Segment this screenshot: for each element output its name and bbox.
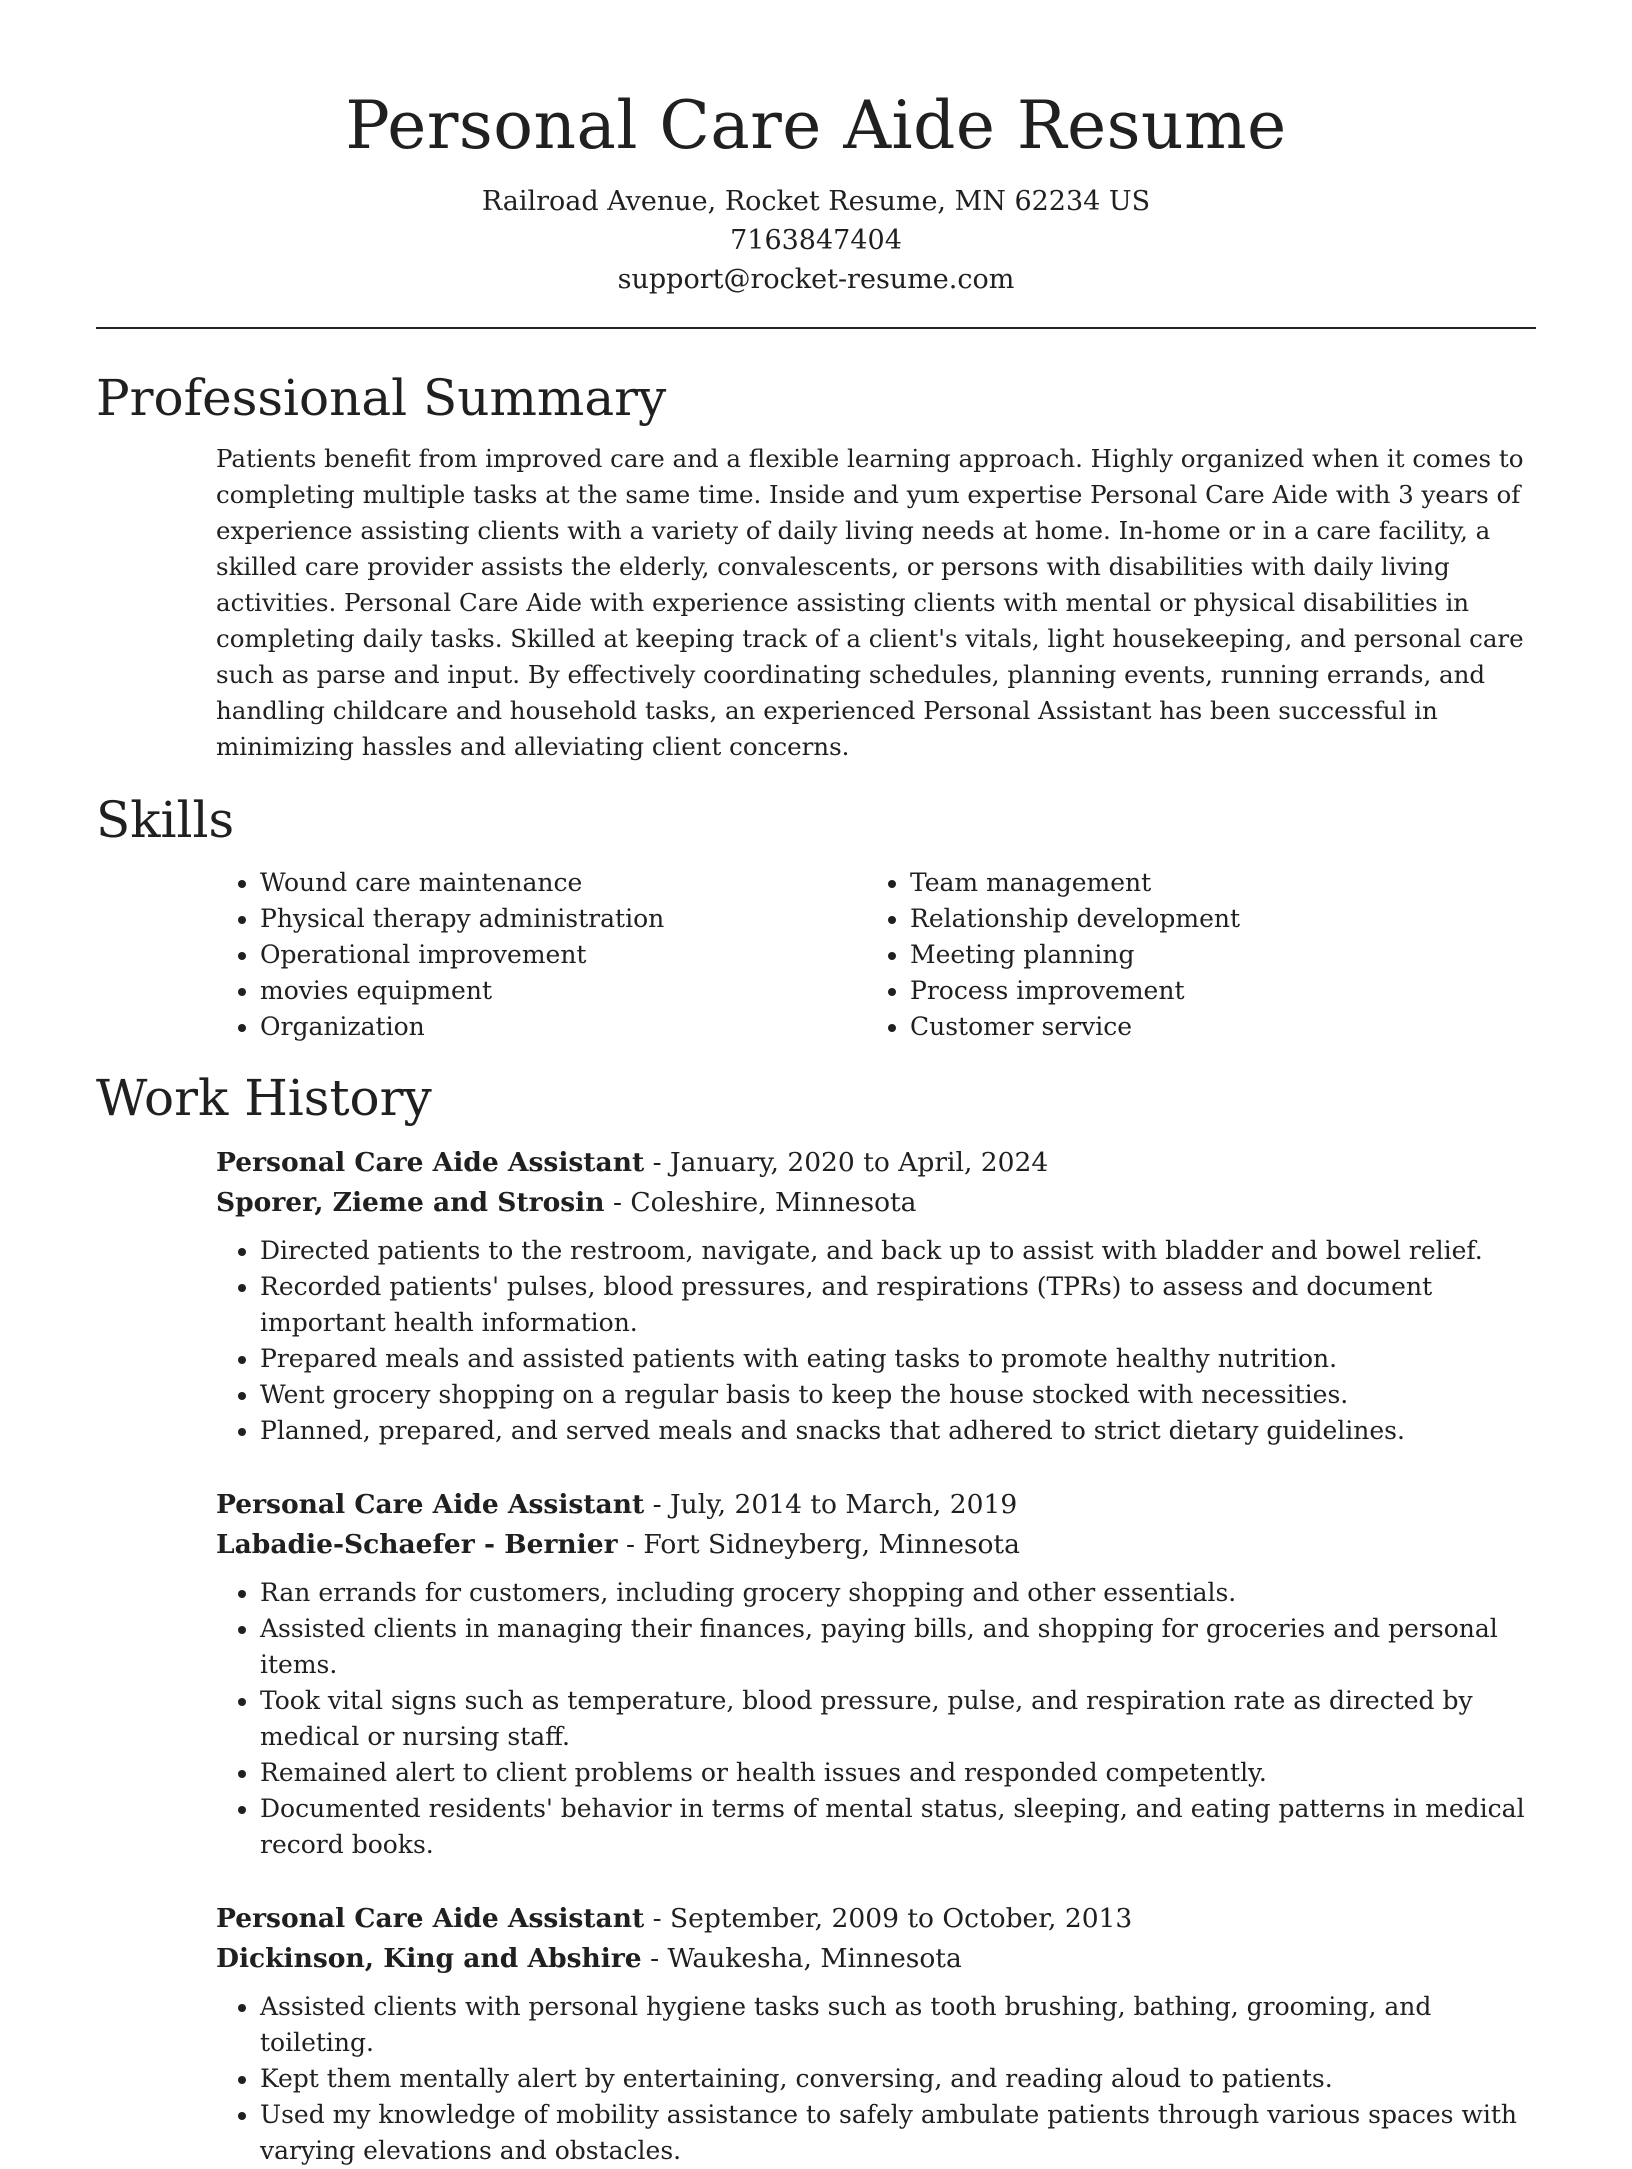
contact-email: support@rocket-resume.com bbox=[617, 264, 1015, 295]
skill-item: • Process improvement bbox=[910, 973, 1516, 1009]
job-title-line bbox=[216, 1485, 1536, 1525]
job-company-line bbox=[216, 1525, 1536, 1565]
job-location: - Coleshire, Minnesota bbox=[604, 1187, 917, 1218]
job-duties bbox=[216, 1575, 1536, 1863]
job-duty: • Planned, prepared, and served meals and snacks that adhered to strict dietary guidelines. bbox=[260, 1413, 1536, 1449]
skill-item: • Team management bbox=[910, 865, 1516, 901]
job-title-line bbox=[216, 1143, 1536, 1183]
job-company: Labadie-Schaefer - Bernier bbox=[216, 1529, 618, 1560]
job-duty: • Took vital signs such as temperature, blood pressure, pulse, and respiration rate as directed by medical or nursing staff. bbox=[260, 1683, 1536, 1755]
job-duty: • Recorded patients' pulses, blood pressures, and respirations (TPRs) to assess and document important health information. bbox=[260, 1269, 1536, 1341]
skill-item: • Physical therapy administration bbox=[260, 901, 866, 937]
job-duty: • Used my knowledge of mobility assistance to safely ambulate patients through various spaces with varying elevations and obstacles. bbox=[260, 2097, 1536, 2169]
job-company: Sporer, Zieme and Strosin bbox=[216, 1187, 605, 1218]
contact-address: Railroad Avenue, Rocket Resume, MN 62234 US bbox=[481, 186, 1151, 217]
skill-item: • Meeting planning bbox=[910, 937, 1516, 973]
summary-text: Patients benefit from improved care and a flexible learning approach. Highly organized when it comes to completing multiple tasks at the same time. Inside and yum expertise Personal Care Aide with 3 years of experience assisting clients with a variety of daily living needs at home. In-home or in a care facility, a skilled care provider assists the elderly, convalescents, or persons with disabilities with daily living activities. Personal Care Aide with experience assisting clients with mental or physical disabilities in completing daily tasks. Skilled at keeping track of a client's vitals, light housekeeping, and personal care such as parse and input. By effectively coordinating schedules, planning events, running errands, and handling childcare and household tasks, an experienced Personal Assistant has been successful in minimizing hassles and alleviating client concerns. bbox=[216, 444, 1524, 761]
contact-info bbox=[96, 182, 1536, 299]
job-duty: • Assisted clients with personal hygiene tasks such as tooth brushing, bathing, grooming, and toileting. bbox=[260, 1989, 1536, 2061]
job-dates: - September, 2009 to October, 2013 bbox=[644, 1903, 1133, 1934]
job-entry bbox=[216, 1143, 1536, 1449]
job-dates: - January, 2020 to April, 2024 bbox=[644, 1147, 1049, 1178]
skill-item: • Wound care maintenance bbox=[260, 865, 866, 901]
job-duty: • Ran errands for customers, including grocery shopping and other essentials. bbox=[260, 1575, 1536, 1611]
job-duties bbox=[216, 1989, 1536, 2169]
skill-item: • Customer service bbox=[910, 1009, 1516, 1045]
job-duty: • Went grocery shopping on a regular basis to keep the house stocked with necessities. bbox=[260, 1377, 1536, 1413]
job-role: Personal Care Aide Assistant bbox=[216, 1903, 645, 1934]
skills-heading: Skills bbox=[96, 791, 235, 849]
job-dates: - July, 2014 to March, 2019 bbox=[644, 1489, 1018, 1520]
job-duty: • Directed patients to the restroom, navigate, and back up to assist with bladder and bowel relief. bbox=[260, 1233, 1536, 1269]
skills-column-right bbox=[866, 865, 1516, 1045]
skills-list bbox=[216, 865, 1536, 1045]
resume-page bbox=[96, 0, 1536, 2169]
job-duty: • Kept them mentally alert by entertaining, conversing, and reading aloud to patients. bbox=[260, 2061, 1536, 2097]
summary-heading: Professional Summary bbox=[96, 369, 667, 427]
job-company-line bbox=[216, 1183, 1536, 1223]
job-duties bbox=[216, 1233, 1536, 1449]
job-title-line bbox=[216, 1899, 1536, 1939]
job-duty: • Assisted clients in managing their finances, paying bills, and shopping for groceries and personal items. bbox=[260, 1611, 1536, 1683]
job-role: Personal Care Aide Assistant bbox=[216, 1147, 645, 1178]
job-role: Personal Care Aide Assistant bbox=[216, 1489, 645, 1520]
skill-item: • movies equipment bbox=[260, 973, 866, 1009]
job-location: - Waukesha, Minnesota bbox=[641, 1943, 962, 1974]
job-duty: • Prepared meals and assisted patients with eating tasks to promote healthy nutrition. bbox=[260, 1341, 1536, 1377]
work-history-heading: Work History bbox=[96, 1069, 432, 1127]
skill-item: • Operational improvement bbox=[260, 937, 866, 973]
job-entry bbox=[216, 1899, 1536, 2169]
header-divider bbox=[96, 327, 1536, 329]
resume-title: Personal Care Aide Resume bbox=[345, 87, 1287, 164]
job-company-line bbox=[216, 1939, 1536, 1979]
job-duty: • Remained alert to client problems or health issues and responded competently. bbox=[260, 1755, 1536, 1791]
contact-phone: 7163847404 bbox=[730, 225, 902, 256]
job-location: - Fort Sidneyberg, Minnesota bbox=[617, 1529, 1020, 1560]
skill-item: • Relationship development bbox=[910, 901, 1516, 937]
skills-column-left bbox=[216, 865, 866, 1045]
skill-item: • Organization bbox=[260, 1009, 866, 1045]
job-company: Dickinson, King and Abshire bbox=[216, 1943, 642, 1974]
job-entry bbox=[216, 1485, 1536, 1863]
job-duty: • Documented residents' behavior in terms of mental status, sleeping, and eating patterns in medical record books. bbox=[260, 1791, 1536, 1863]
resume-header bbox=[96, 0, 1536, 299]
